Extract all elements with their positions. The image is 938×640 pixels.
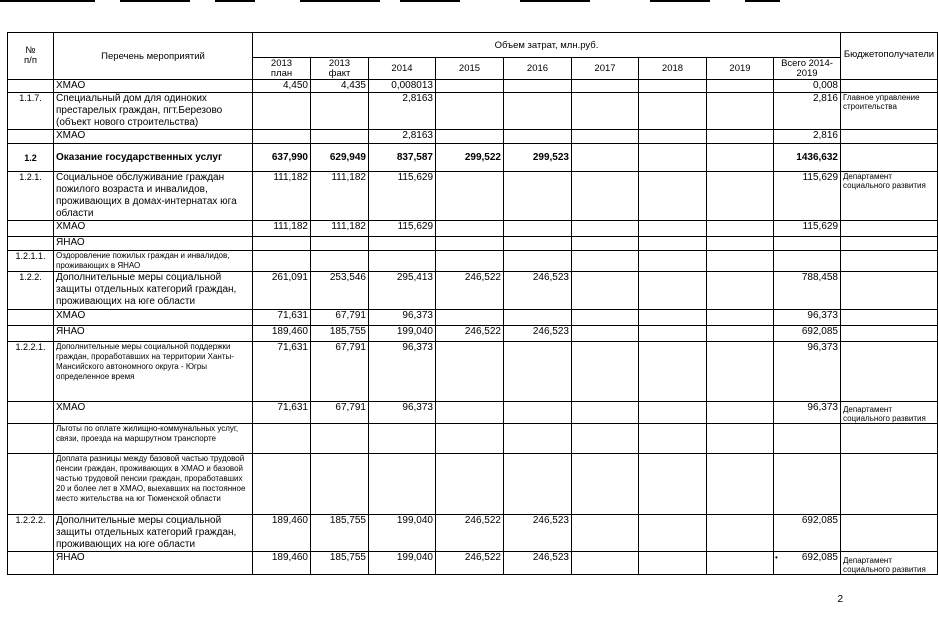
row-value xyxy=(639,130,707,144)
row-value xyxy=(369,237,436,251)
row-value: 788,458 xyxy=(774,272,841,310)
row-description: Оздоровление пожилых граждан и инвалидов, проживающих в ЯНАО xyxy=(54,251,253,272)
row-value xyxy=(774,237,841,251)
row-value: 96,373 xyxy=(369,402,436,424)
row-description: ХМАО xyxy=(54,402,253,424)
row-recipient xyxy=(841,424,938,454)
row-value xyxy=(504,251,572,272)
row-value xyxy=(639,552,707,575)
table-row xyxy=(8,310,938,326)
row-value xyxy=(572,221,639,237)
row-value xyxy=(572,424,639,454)
row-number xyxy=(8,552,54,575)
row-value: 115,629 xyxy=(369,221,436,237)
row-value xyxy=(639,310,707,326)
row-value: 299,523 xyxy=(504,144,572,172)
row-value xyxy=(639,402,707,424)
row-value: 246,523 xyxy=(504,326,572,342)
row-value xyxy=(572,454,639,515)
row-value: 71,631 xyxy=(253,402,311,424)
row-value: 199,040 xyxy=(369,326,436,342)
header-year-2: 2014 xyxy=(369,58,436,80)
row-value xyxy=(639,80,707,93)
row-value xyxy=(253,454,311,515)
row-description: Дополнительные меры социальной защиты отдельных категорий граждан, проживающих на юге области xyxy=(54,272,253,310)
row-number xyxy=(8,80,54,93)
header-volume: Объем затрат, млн.руб. xyxy=(253,33,841,58)
row-value xyxy=(253,237,311,251)
row-value xyxy=(639,515,707,552)
table-row xyxy=(8,326,938,342)
row-value: 246,522 xyxy=(436,272,504,310)
row-recipient xyxy=(841,272,938,310)
table-row xyxy=(8,172,938,221)
row-value: 692,085 xyxy=(774,515,841,552)
row-value: 295,413 xyxy=(369,272,436,310)
table-row xyxy=(8,237,938,251)
row-value xyxy=(707,272,774,310)
row-description: Дополнительные меры социальной защиты отдельных категорий граждан, проживающих на юге области xyxy=(54,515,253,552)
row-value: 189,460 xyxy=(253,515,311,552)
row-recipient: Департамент социального развития xyxy=(841,172,938,221)
row-value xyxy=(707,251,774,272)
row-value: 253,546 xyxy=(311,272,369,310)
row-value xyxy=(707,80,774,93)
row-value xyxy=(504,80,572,93)
row-value: 637,990 xyxy=(253,144,311,172)
row-value: 246,522 xyxy=(436,326,504,342)
row-value: 199,040 xyxy=(369,515,436,552)
row-value xyxy=(504,454,572,515)
row-value xyxy=(774,424,841,454)
row-value xyxy=(311,424,369,454)
header-year-6: 2018 xyxy=(639,58,707,80)
header-year-4: 2016 xyxy=(504,58,572,80)
row-value xyxy=(436,130,504,144)
stray-dot: • xyxy=(775,553,778,562)
row-value xyxy=(639,93,707,130)
row-value xyxy=(369,454,436,515)
row-value xyxy=(572,93,639,130)
row-value xyxy=(504,172,572,221)
row-description: Льготы по оплате жилищно-коммунальных услуг, связи, проезда на маршрутном транспорте xyxy=(54,424,253,454)
row-value: 96,373 xyxy=(774,342,841,402)
table-row xyxy=(8,144,938,172)
row-value: 4,450 xyxy=(253,80,311,93)
row-recipient xyxy=(841,237,938,251)
row-description: ХМАО xyxy=(54,221,253,237)
row-value: 246,522 xyxy=(436,515,504,552)
table-row xyxy=(8,272,938,310)
row-description: ЯНАО xyxy=(54,326,253,342)
table-row xyxy=(8,342,938,402)
row-value xyxy=(572,552,639,575)
row-number xyxy=(8,237,54,251)
table-row xyxy=(8,454,938,515)
row-description: Специальный дом для одиноких престарелых граждан, пгт.Березово (объект нового строительства) xyxy=(54,93,253,130)
row-value xyxy=(572,130,639,144)
row-value: 2,8163 xyxy=(369,130,436,144)
row-number: 1.2.1. xyxy=(8,172,54,221)
row-value: 111,182 xyxy=(253,172,311,221)
row-recipient: Департамент социального развития xyxy=(841,402,938,424)
row-value xyxy=(707,342,774,402)
row-value: 0,008013 xyxy=(369,80,436,93)
row-value: 837,587 xyxy=(369,144,436,172)
row-value xyxy=(504,402,572,424)
row-value: 246,523 xyxy=(504,552,572,575)
row-value: 185,755 xyxy=(311,552,369,575)
row-value xyxy=(774,454,841,515)
header-num: № п/п xyxy=(8,33,54,80)
row-value xyxy=(707,454,774,515)
table-row xyxy=(8,424,938,454)
row-value: 2,816 xyxy=(774,93,841,130)
row-value xyxy=(436,342,504,402)
row-value xyxy=(639,237,707,251)
row-value: 115,629 xyxy=(369,172,436,221)
row-number xyxy=(8,454,54,515)
row-value: 111,182 xyxy=(253,221,311,237)
row-value xyxy=(639,326,707,342)
row-value: 115,629 xyxy=(774,172,841,221)
row-value xyxy=(572,310,639,326)
row-value xyxy=(707,310,774,326)
row-value: 96,373 xyxy=(774,310,841,326)
table-row xyxy=(8,221,938,237)
row-value xyxy=(639,342,707,402)
row-value xyxy=(253,130,311,144)
row-value xyxy=(436,237,504,251)
row-value: 0,008 xyxy=(774,80,841,93)
table-row xyxy=(8,130,938,144)
row-value xyxy=(436,93,504,130)
row-value: 261,091 xyxy=(253,272,311,310)
row-value xyxy=(436,172,504,221)
row-recipient xyxy=(841,144,938,172)
row-value xyxy=(369,251,436,272)
row-value xyxy=(707,172,774,221)
row-description: ЯНАО xyxy=(54,552,253,575)
row-description: Доплата разницы между базовой частью трудовой пенсии граждан, проживающих в ХМАО и базовой частью трудовой пенсии граждан, проработавших 20 и более лет в ХМАО, выехавших на постоянное место жительства на юг Тюменской области xyxy=(54,454,253,515)
row-recipient xyxy=(841,310,938,326)
row-value xyxy=(639,221,707,237)
row-value xyxy=(707,552,774,575)
table-row xyxy=(8,251,938,272)
row-number xyxy=(8,130,54,144)
row-description: Оказание государственных услуг xyxy=(54,144,253,172)
row-value xyxy=(639,251,707,272)
row-recipient xyxy=(841,342,938,402)
row-value xyxy=(707,221,774,237)
row-value xyxy=(436,402,504,424)
row-value xyxy=(504,237,572,251)
row-value: 71,631 xyxy=(253,310,311,326)
row-value xyxy=(707,237,774,251)
row-value xyxy=(572,172,639,221)
row-value xyxy=(436,424,504,454)
row-value xyxy=(504,221,572,237)
header-year-5: 2017 xyxy=(572,58,639,80)
row-value xyxy=(639,424,707,454)
row-recipient xyxy=(841,326,938,342)
header-year-7: 2019 xyxy=(707,58,774,80)
row-value xyxy=(311,251,369,272)
row-value xyxy=(253,251,311,272)
row-value: 189,460 xyxy=(253,552,311,575)
row-value: 246,523 xyxy=(504,272,572,310)
row-value: 96,373 xyxy=(369,342,436,402)
row-number xyxy=(8,221,54,237)
row-value xyxy=(639,172,707,221)
row-recipient xyxy=(841,80,938,93)
row-recipient xyxy=(841,221,938,237)
row-value xyxy=(707,130,774,144)
header-year-1: 2013 факт xyxy=(311,58,369,80)
row-description: ХМАО xyxy=(54,310,253,326)
row-value xyxy=(572,144,639,172)
row-value xyxy=(369,424,436,454)
row-value: 185,755 xyxy=(311,326,369,342)
row-recipient xyxy=(841,251,938,272)
row-value xyxy=(311,454,369,515)
row-value xyxy=(436,221,504,237)
row-value: 246,522 xyxy=(436,552,504,575)
row-value: 692,085 xyxy=(774,326,841,342)
row-value: 2,816 xyxy=(774,130,841,144)
row-recipient xyxy=(841,515,938,552)
row-value xyxy=(707,424,774,454)
row-number: 1.2 xyxy=(8,144,54,172)
row-value: 71,631 xyxy=(253,342,311,402)
row-value: 111,182 xyxy=(311,172,369,221)
row-description: ЯНАО xyxy=(54,237,253,251)
row-value: 1436,632 xyxy=(774,144,841,172)
header-year-0: 2013 план xyxy=(253,58,311,80)
row-value xyxy=(253,93,311,130)
table-row xyxy=(8,552,938,575)
header-year-8: Всего 2014- 2019 xyxy=(774,58,841,80)
row-value xyxy=(572,80,639,93)
row-value: 299,522 xyxy=(436,144,504,172)
row-value xyxy=(253,424,311,454)
top-edge-marks xyxy=(0,0,905,2)
row-value xyxy=(436,80,504,93)
row-value xyxy=(572,237,639,251)
row-description: ХМАО xyxy=(54,80,253,93)
row-number: 1.2.2. xyxy=(8,272,54,310)
row-value: 67,791 xyxy=(311,342,369,402)
row-value: 115,629 xyxy=(774,221,841,237)
row-value xyxy=(572,326,639,342)
row-value xyxy=(436,310,504,326)
row-number: 1.2.2.1. xyxy=(8,342,54,402)
header-list: Перечень мероприятий xyxy=(54,33,253,80)
row-value xyxy=(774,251,841,272)
row-value xyxy=(504,93,572,130)
row-number xyxy=(8,424,54,454)
row-value xyxy=(504,424,572,454)
row-value xyxy=(572,402,639,424)
row-recipient xyxy=(841,130,938,144)
row-value xyxy=(639,144,707,172)
row-recipient xyxy=(841,454,938,515)
row-value xyxy=(639,454,707,515)
table-row xyxy=(8,93,938,130)
row-value: 629,949 xyxy=(311,144,369,172)
row-value xyxy=(707,515,774,552)
row-value: 67,791 xyxy=(311,402,369,424)
row-value xyxy=(504,130,572,144)
header-recipients: Бюджетополучатели xyxy=(841,33,938,80)
row-value xyxy=(504,342,572,402)
row-value: 67,791 xyxy=(311,310,369,326)
row-value: 692,085 xyxy=(774,552,841,575)
row-value: 189,460 xyxy=(253,326,311,342)
row-value xyxy=(311,130,369,144)
row-value xyxy=(572,515,639,552)
budget-table xyxy=(7,32,938,575)
row-number xyxy=(8,310,54,326)
row-description: ХМАО xyxy=(54,130,253,144)
row-value xyxy=(572,272,639,310)
row-number xyxy=(8,326,54,342)
row-recipient: Департамент социального развития xyxy=(841,552,938,575)
row-value xyxy=(707,402,774,424)
row-value xyxy=(436,454,504,515)
table-row xyxy=(8,515,938,552)
row-value xyxy=(707,93,774,130)
row-value: 199,040 xyxy=(369,552,436,575)
row-value xyxy=(436,251,504,272)
row-description: Дополнительные меры социальной поддержки граждан, проработавших на территории Ханты-Мансийского автономного округа - Югры определенное время xyxy=(54,342,253,402)
row-number: 1.2.2.2. xyxy=(8,515,54,552)
row-number: 1.2.1.1. xyxy=(8,251,54,272)
row-value xyxy=(572,342,639,402)
row-value xyxy=(311,237,369,251)
table-row xyxy=(8,80,938,93)
row-value: 96,373 xyxy=(369,310,436,326)
row-number: 1.1.7. xyxy=(8,93,54,130)
row-value: 4,435 xyxy=(311,80,369,93)
row-value: 96,373 xyxy=(774,402,841,424)
row-value xyxy=(707,326,774,342)
table-row xyxy=(8,402,938,424)
row-description: Социальное обслуживание граждан пожилого возраста и инвалидов, проживающих в домах-интернатах юга области xyxy=(54,172,253,221)
row-value xyxy=(311,93,369,130)
row-value: 185,755 xyxy=(311,515,369,552)
page-number: 2 xyxy=(837,594,843,605)
row-value: 2,8163 xyxy=(369,93,436,130)
row-value xyxy=(639,272,707,310)
row-value xyxy=(707,144,774,172)
row-value: 111,182 xyxy=(311,221,369,237)
row-value: 246,523 xyxy=(504,515,572,552)
row-recipient: Главное управление строительства xyxy=(841,93,938,130)
row-value xyxy=(572,251,639,272)
header-year-3: 2015 xyxy=(436,58,504,80)
row-value xyxy=(504,310,572,326)
row-number xyxy=(8,402,54,424)
